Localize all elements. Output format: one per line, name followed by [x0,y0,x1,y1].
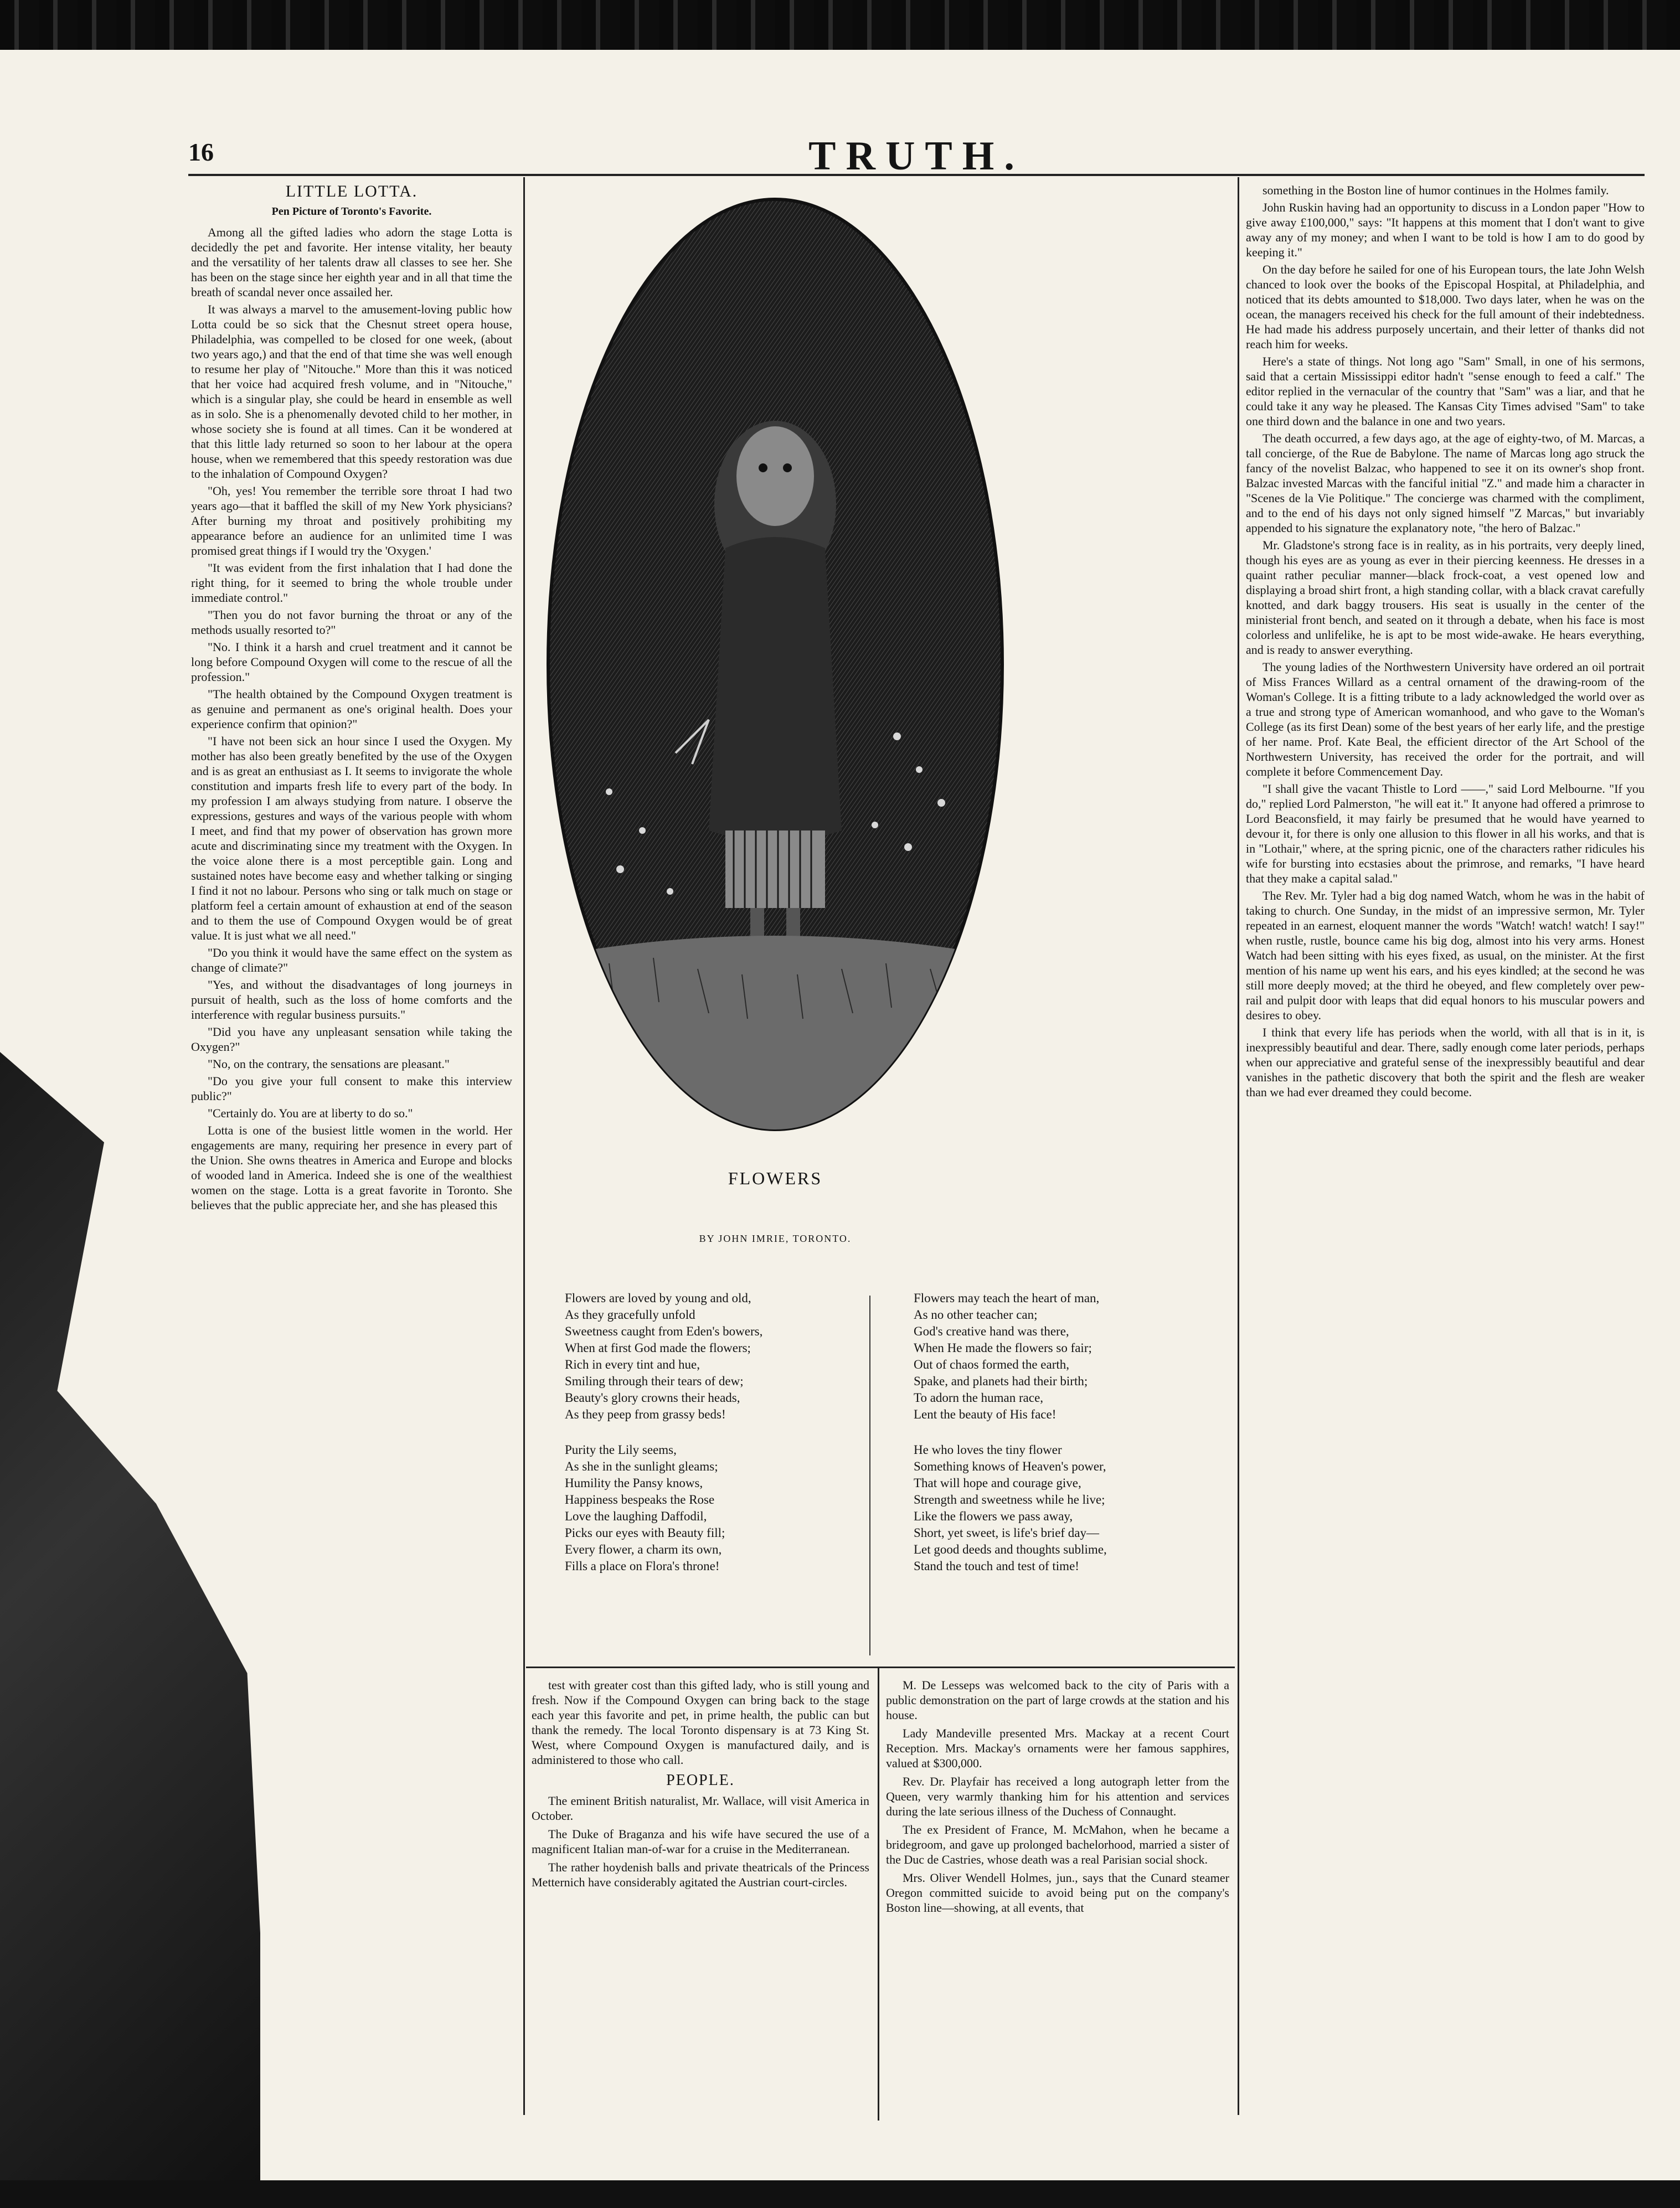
poem-line: God's creative hand was there, [914,1324,1069,1338]
news-paragraph: something in the Boston line of humor continues in the Holmes family. [1262,183,1609,197]
news-paragraph: I think that every life has periods when the world, with all that is in it, is inexpressibly beautiful and dear. There, sadly enough come later periods, perhaps when our appreciative and grateful sense of the inexpressibly beautiful and dear vanishes in the pathetic discovery that both the spirit and the flesh are weaker than we had ever dreamed they could become. [1246,1025,1645,1099]
article-paragraph: "The health obtained by the Compound Oxygen treatment is as genuine and permanent as one's original health. Does your experience confirm that opinion?" [191,687,512,731]
news-paragraph: "I shall give the vacant Thistle to Lord ——," said Lord Melbourne. "If you do," replied Lord Palmerston, "he will eat it." It anyone had offered a primrose to Lord Beaconsfield, it may fairly be presumed that he would have yearned to devour it, for there is only one allusion to this flower in all his works, and that is in "Lothair," where, at the spring picnic, one of the characters rather ridicules his wife for bursting into ecstasies about the primrose, and remarks, "I have heard that they make a capital salad." [1246,782,1645,885]
poem-line: Lent the beauty of His face! [914,1407,1057,1421]
people-items-right [886,1678,1229,1915]
poem-line: Spake, and planets had their birth; [914,1374,1088,1388]
scan-top-edge [0,0,1680,50]
poem-line: Fills a place on Flora's throne! [565,1559,720,1573]
people-item: The ex President of France, M. McMahon, when he became a bridegroom, and gave up prolonged bachelorhood, married a sister of the Duc de Castries, whose death was a real Parisian social shock. [886,1823,1229,1866]
news-paragraph: John Ruskin having had an opportunity to discuss in a London paper "How to give away £100,000," says: "It happens at this moment that I don't want to give away any of my money; and when I want to be told is how I am to do good by keeping it." [1246,200,1645,259]
poem-line: Happiness bespeaks the Rose [565,1493,715,1507]
poem-divider [869,1296,870,1655]
article-paragraph: Among all the gifted ladies who adorn the stage Lotta is decidedly the pet and favorite. Her intense vitality, her beauty and the versatility of her talents draw all classes to see her. She has been on the stage since her eighth year and in all that time the breath of scandal never once assailed her. [191,225,512,299]
article-paragraph: "No, on the contrary, the sensations are pleasant." [208,1057,450,1071]
article-paragraph: "Do you think it would have the same effect on the system as change of climate?" [191,946,512,974]
lower-right-column [886,1678,1229,1918]
header-rule [188,174,1645,176]
article-paragraph: "No. I think it a harsh and cruel treatment and it cannot be long before Compound Oxygen will come to the rescue of all the profession." [191,640,512,684]
poem-stanza [914,1442,1213,1575]
poem-line: Sweetness caught from Eden's bowers, [565,1324,763,1338]
poem-stanza [914,1290,1213,1423]
poem-line: Smiling through their tears of dew; [565,1374,744,1388]
people-section-title: PEOPLE. [666,1772,735,1789]
page-number: 16 [188,138,214,166]
article-paragraph: "Then you do not favor burning the throat or any of the methods usually resorted to?" [191,608,512,637]
illustration-title: FLOWERS [728,1168,823,1188]
people-item: Mrs. Oliver Wendell Holmes, jun., says that the Cunard steamer Oregon committed suicide to avoid being put on the company's Boston line—showing, at all events, that [886,1871,1229,1915]
poem-line: He who loves the tiny flower [914,1443,1062,1457]
poem-line: Flowers are loved by young and old, [565,1291,751,1305]
poem-line: As no other teacher can; [914,1308,1038,1322]
poem-line: Rich in every tint and hue, [565,1358,700,1371]
people-item: Lady Mandeville presented Mrs. Mackay at a recent Court Reception. Mrs. Mackay's ornaments were her famous sapphires, valued at $300,000. [886,1726,1229,1770]
poem-line: Like the flowers we pass away, [914,1509,1073,1523]
poem-right-column [914,1290,1213,1593]
people-items-left [532,1793,869,1890]
article-paragraph: "Did you have any unpleasant sensation while taking the Oxygen?" [191,1025,512,1054]
people-item: The eminent British naturalist, Mr. Wallace, will visit America in October. [532,1794,869,1823]
article-paragraph: "I have not been sick an hour since I used the Oxygen. My mother has also been greatly benefited by the use of the Oxygen and is as great an enthusiast as I. It seems to invigorate the whole constitution and imparts fresh life to every part of the body. In my profession I am always studying from nature. I observe the expressions, gestures and ways of the various people with whom I meet, and find that my power of observation has grown more acute and discriminating since my treatment with the Oxygen. In the voice alone there is a most perceptible gain. Long and sustained notes have become easy and whether talking or singing I find it not no labour. Persons who sing or talk much on stage or platform feel a certain amount of exhaustion at end of the season and to them the use of Compound Oxygen would be of great value. It is just what we all need." [191,734,512,942]
news-paragraph: Mr. Gladstone's strong face is in reality, as in his portraits, very deeply lined, though his eyes are as young as ever in their piercing keenness. He dresses in a quaint rather peculiar manner—black frock-coat, a vest opened low and displaying a broad shirt front, a high standing collar, with a black cravat carefully knotted, and dark baggy trousers. His seat is usually in the center of the ministerial front bench, and seated on it through a debate, when his face is most colorless and unlifelike, he is apt to be most wide-awake. He hears everything, and is ready to answer everything. [1246,538,1645,657]
people-item: The Duke of Braganza and his wife have secured the use of a magnificent Italian man-of-war for a cruise in the Mediterranean. [532,1827,869,1856]
poem-line: Stand the touch and test of time! [914,1559,1079,1573]
lower-divider [878,1667,879,2121]
poem-line: To adorn the human race, [914,1391,1044,1405]
people-item: M. De Lesseps was welcomed back to the city of Paris with a public demonstration on the part of large crowds at the station and his house. [886,1678,1229,1722]
poem-line: As she in the sunlight gleams; [565,1459,718,1473]
news-paragraph: The young ladies of the Northwestern University have ordered an oil portrait of Miss Frances Willard as a central ornament of the drawing-room of the Woman's College. It is a fitting tribute to a lady acknowledged the world over as a true and strong type of American womanhood, and who gave to the Woman's College (as its first Dean) some of the best years of her early life, and the prestige of her name. Prof. Kate Beal, the efficient director of the Art School of the Northwestern University, has received the order for the portrait, and will complete it before Commencement Day. [1246,660,1645,778]
article-paragraph: "Yes, and without the disadvantages of long journeys in pursuit of health, such as the loss of home comforts and the interference with regular business pursuits." [191,978,512,1022]
poem-line: Love the laughing Daffodil, [565,1509,707,1523]
poem-line: Out of chaos formed the earth, [914,1358,1070,1371]
poem-line: Strength and sweetness while he live; [914,1493,1105,1507]
page-header [188,133,1645,179]
people-item: Rev. Dr. Playfair has received a long autograph letter from the Queen, very warmly thanking him for his attention and services during the late serious illness of the Duchess of Connaught. [886,1774,1229,1818]
poem-line: Something knows of Heaven's power, [914,1459,1106,1473]
column-divider-left [523,177,525,2115]
article-paragraph: "Oh, yes! You remember the terrible sore throat I had two years ago—that it baffled the skill of my New York physicians? After burning my throat and positively prohibiting my appearance before an audience for an unlimited time I was promised great things if I would try the 'Oxygen.' [191,484,512,558]
poem-stanza [565,1290,853,1423]
people-item: The rather hoydenish balls and private theatricals of the Princess Metternich have considerably agitated the Austrian court-circles. [532,1860,869,1889]
poem-line: As they gracefully unfold [565,1308,695,1322]
news-paragraph: The Rev. Mr. Tyler had a big dog named Watch, whom he was in the habit of taking to church. One Sunday, in the midst of an impressive sermon, Mr. Tyler repeated in an earnest, eloquent manner the words "Watch! watch! watch! I say!" when rustle, rustle, bounce came his big dog, almost into his very arms. Honest Watch had been sitting with his eyes fixed, as usual, on the minister. At the first mention of his name up went his ears, and his eyes kindled; at the second he was still more deeply moved; at the third he obeyed, and flew completely over pew-rail and pulpit door with leaps that did equal honors to his muscular powers and desires to obey. [1246,889,1645,1022]
article-title: LITTLE LOTTA. [285,182,418,200]
article-paragraph: "Do you give your full consent to make this interview public?" [191,1074,512,1103]
article-body [191,225,512,1213]
masthead-title: TRUTH. [808,133,1024,179]
news-paragraph: Here's a state of things. Not long ago "Sam" Small, in one of his sermons, said that a certain Mississippi editor hadn't "sense enough to feed a calf." The editor replied in the vernacular of the country that "Sam" was a liar, and that he could take it any way he pleased. The Kansas City Times advised "Sam" to take one third down and the balance in one and two years. [1246,354,1645,428]
article-subtitle: Pen Picture of Toronto's Favorite. [271,205,432,218]
scan-bottom-edge [0,2180,1680,2208]
poem-line: When He made the flowers so fair; [914,1341,1092,1355]
poem-line: Every flower, a charm its own, [565,1542,722,1556]
left-column [191,177,512,1215]
news-paragraph: On the day before he sailed for one of his European tours, the late John Welsh chanced to look over the books of the Episcopal Hospital, at Philadelphia, and noticed that its debts amounted to $18,000. Two days later, when he was on the ocean, the managers received his check for the full amount of their indebtedness. He had made his address purposely uncertain, and their letter of thanks did not reach him for weeks. [1246,262,1645,351]
article-paragraph: "Certainly do. You are at liberty to do so." [208,1106,413,1120]
poem-line: As they peep from grassy beds! [565,1407,726,1421]
poem-line: That will hope and courage give, [914,1476,1081,1490]
poem-line: Humility the Pansy knows, [565,1476,703,1490]
lower-left-column [532,1678,869,1893]
lotta-continuation: test with greater cost than this gifted lady, who is still young and fresh. Now if the Compound Oxygen can bring back to the stage each year this favorite and pet, in prime health, the public can but thank the remedy. The local Toronto dispensary is at 73 King St. West, where Compound Oxygen is manufactured daily, and is administered to those who call. [532,1678,869,1767]
poem-line: Short, yet sweet, is life's brief day— [914,1526,1100,1540]
poem-left-column [565,1290,853,1593]
poem-line: When at first God made the flowers; [565,1341,751,1355]
torn-page-edge [0,1052,260,2181]
poem-line: Let good deeds and thoughts sublime, [914,1542,1107,1556]
right-column [1246,183,1645,1102]
illustration-caption [532,1168,1019,1245]
right-column-body [1246,183,1645,1100]
article-paragraph: "It was evident from the first inhalation that I had done the right thing, for it seemed to bring the whole trouble under immediate control." [191,561,512,605]
poem-byline: BY JOHN IMRIE, TORONTO. [699,1233,852,1244]
poem-stanza [565,1442,853,1575]
article-paragraph: It was always a marvel to the amusement-loving public how Lotta could be so sick that the Chesnut street opera house, Philadelphia, was compelled to be closed for one week, (about two years ago,) and that the end of that time she was well enough to resume her play of "Nitouche." More than this it was noticed that her voice had acquired fresh volume, and in "Nitouche," which is a singular play, she could be heard in ensemble as well as in solo. She is a phenomenally devoted child to her mother, in whose society she is found at all times. Can it be wondered at that this little lady returned so soon to her labour at the opera house, when we remembered that this speedy restoration was due to the inhalation of Compound Oxygen? [191,302,512,481]
poem-line: Flowers may teach the heart of man, [914,1291,1100,1305]
column-divider-right [1238,177,1239,2115]
poem-line: Purity the Lily seems, [565,1443,677,1457]
poem-line: Beauty's glory crowns their heads, [565,1391,740,1405]
poem-line: Picks our eyes with Beauty fill; [565,1526,725,1540]
flowers-illustration [543,194,1008,1135]
news-paragraph: The death occurred, a few days ago, at the age of eighty-two, of M. Marcas, a tall concierge, of the Rue de Babylone. The name of Marcas long ago struck the fancy of the novelist Balzac, who happened to see it on its owner's shop front. Balzac invested Marcas with the fanciful initial "Z." and made him a character in "Scenes de la Vie Politique." The concierge was charmed with the compliment, and to the end of his days not only signed himself "Z Marcas," but invariably appended to his signature the explanatory note, "the hero of Balzac." [1246,431,1645,535]
lower-section-rule [526,1667,1235,1668]
article-paragraph: Lotta is one of the busiest little women in the world. Her engagements are many, requiring her presence in every part of the Union. She owns theatres in America and Europe and blocks of wooded land in America. Indeed she is one of the wealthiest women on the stage. Lotta is a great favorite in Toronto. She believes that the public appreciate her, and she has pleased this [191,1123,512,1212]
